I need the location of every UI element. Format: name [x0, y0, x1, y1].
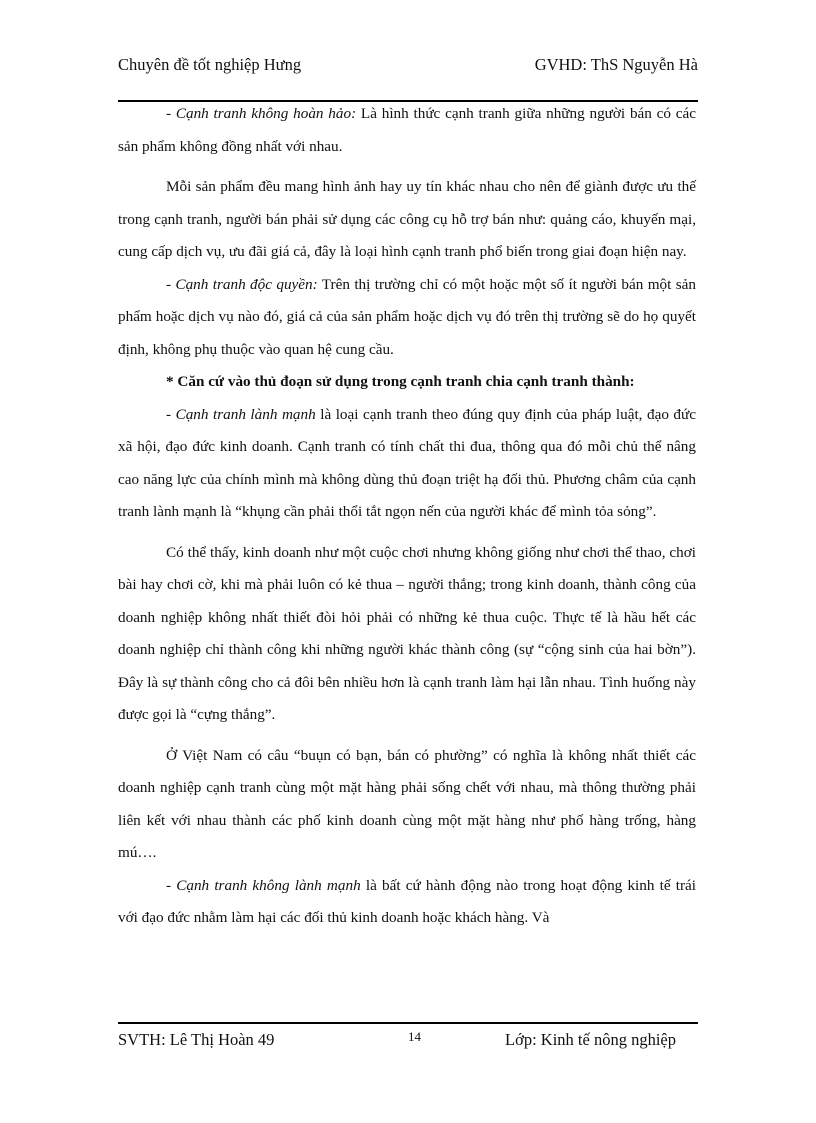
paragraph-text: là loại cạnh tranh theo đúng quy định của pháp luật, đạo đức xã hội, đạo đức kinh doanh. Cạnh tranh có tính chất thi đua, thông qua đó mỗi chủ thể nâng cao năng lực của chính mình mà không dùng thủ đoạn triệt hạ đối thủ. Phương châm của cạnh tranh lành mạnh là “khụng cần phải thổi tắt ngọn nến của người khác để mình tỏa sỏng”. — [118, 405, 696, 520]
section-heading: * Căn cứ vào thủ đoạn sử dụng trong cạnh tranh chia cạnh tranh thành: — [166, 373, 635, 390]
term-unfair-competition: - Cạnh tranh không lành mạnh — [166, 876, 361, 894]
paragraph-business-game: Có thể thấy, kinh doanh như một cuộc chơi nhưng không giống như chơi thể thao, chơi bài hay chơi cờ, khi mà phải luôn có kẻ thua – người thắng; trong kinh doanh, thành công của doanh nghiệp không nhất thiết đòi hỏi phải có những kẻ thua cuộc. Thực tế là hầu hết các doanh nghiệp chỉ thành công khi những người khác thành công (sự “cộng sinh của hai bờn”). Đây là sự thành công cho cả đôi bên nhiều hơn là cạnh tranh làm hại lẫn nhau. Tình huống này được gọi là “cựng thắng”. — [118, 543, 696, 723]
paragraph-text: Trên thị trường chỉ có một hoặc một số ít người bán một sản phẩm hoặc dịch vụ nào đó, giá cả của sản phẩm hoặc dịch vụ đó trên thị trường sẽ do họ quyết định, không phụ thuộc vào quan hệ cung cầu. — [118, 275, 696, 358]
footer-left: SVTH: Lê Thị Hoàn 49 — [118, 1030, 275, 1049]
term-monopoly-competition: - Cạnh tranh độc quyền: — [166, 275, 318, 293]
page-number: 14 — [408, 1029, 421, 1044]
paragraph-fair-competition — [118, 399, 696, 529]
paragraph-imperfect-competition — [118, 98, 696, 163]
header-left: Chuyên đề tốt nghiệp Hưng — [118, 55, 302, 74]
paragraph-product-differentiation: Mỗi sản phẩm đều mang hình ảnh hay uy tín khác nhau cho nên để giành được ưu thế trong cạnh tranh, người bán phải sử dụng các công cụ hỗ trợ bán như: quảng cáo, khuyến mại, cung cấp dịch vụ, ưu đãi giá cả, đây là loại hình cạnh tranh phổ biến trong giai đoạn hiện nay. — [118, 178, 696, 260]
paragraph-vietnam-saying: Ở Việt Nam có câu “buụn có bạn, bán có phường” có nghĩa là không nhất thiết các doanh nghiệp cạnh tranh cùng một mặt hàng phải sống chết với nhau, mà thông thường phải liên kết với nhau thành các phố kinh doanh cùng một mặt hàng như phố hàng trống, hàng mú…. — [118, 746, 696, 861]
footer-right: Lớp: Kinh tế nông nghiệp — [505, 1030, 676, 1049]
header-right: GVHD: ThS Nguyễn Hà — [534, 55, 698, 74]
paragraph-monopoly-competition — [118, 269, 696, 367]
footer-rule — [118, 1022, 698, 1024]
paragraph-unfair-competition — [118, 870, 696, 935]
term-fair-competition: - Cạnh tranh lành mạnh — [166, 405, 316, 423]
term-imperfect-competition: - Cạnh tranh không hoàn hảo: — [166, 105, 357, 122]
paragraph-text: là bất cứ hành động nào trong hoạt động kinh tế trái với đạo đức nhằm làm hại các đối thủ kinh doanh hoặc khách hàng. Và — [118, 876, 697, 926]
paragraph-text: Là hình thức cạnh tranh giữa những người bán có các sản phẩm không đồng nhất với nhau. — [118, 105, 696, 155]
page-body — [118, 98, 696, 935]
